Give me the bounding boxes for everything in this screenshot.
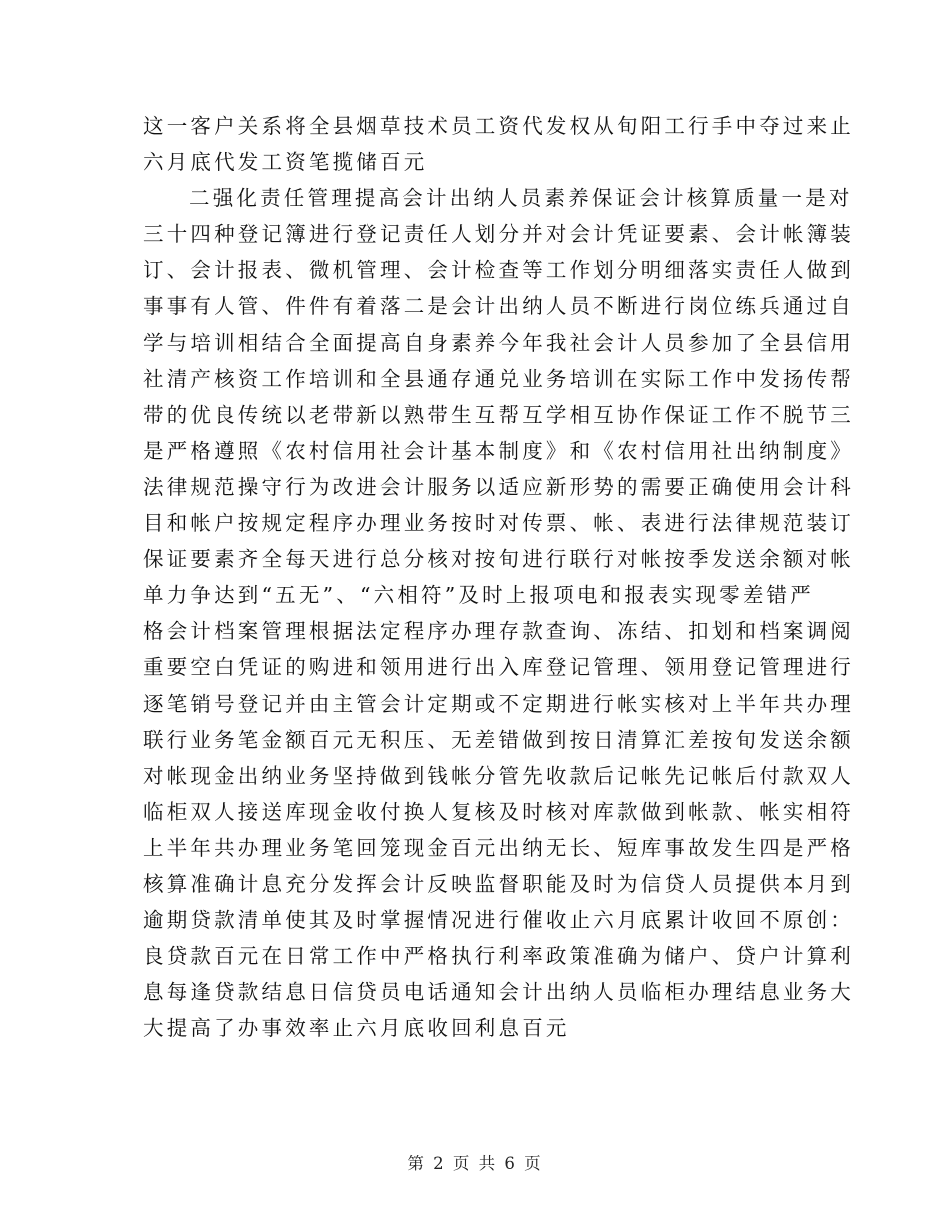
page-number-footer: 第 2 页 共 6 页	[407, 1154, 543, 1173]
text-line: 逾期贷款清单使其及时掌握情况进行催收止六月底累计收回不原创：	[143, 908, 854, 933]
text-line: 上半年共办理业务笔回笼现金百元出纳无长、短库事故发生四是严格	[143, 835, 854, 860]
text-line: 单力争达到“五无”、“六相符”及时上报项电和报表实现零差错严	[143, 583, 814, 608]
text-line: 临柜双人接送库现金收付换人复核及时核对库款做到帐款、帐实相符	[143, 799, 854, 824]
text-line: 格会计档案管理根据法定程序办理存款查询、冻结、扣划和档案调阅	[143, 619, 854, 644]
text-line: 重要空白凭证的购进和领用进行出入库登记管理、领用登记管理进行	[143, 655, 854, 680]
text-line: 保证要素齐全每天进行总分核对按旬进行联行对帐按季发送余额对帐	[143, 547, 854, 572]
text-line: 息每逢贷款结息日信贷员电话通知会计出纳人员临柜办理结息业务大	[143, 980, 854, 1005]
text-line: 逐笔销号登记并由主管会计定期或不定期进行帐实核对上半年共办理	[143, 691, 854, 716]
text-line: 带的优良传统以老带新以熟带生互帮互学相互协作保证工作不脱节三	[143, 402, 854, 427]
paragraph-start-line: 二强化责任管理提高会计出纳人员素养保证会计核算质量一是对	[189, 186, 853, 211]
text-line: 三十四种登记簿进行登记责任人划分并对会计凭证要素、会计帐簿装	[143, 222, 854, 247]
text-line: 大提高了办事效率止六月底收回利息百元	[143, 1016, 570, 1041]
text-line: 这一客户关系将全县烟草技术员工资代发权从旬阳工行手中夺过来止	[143, 114, 854, 138]
text-line: 良贷款百元在日常工作中严格执行利率政策准确为储户、贷户计算利	[143, 944, 854, 969]
text-line: 六月底代发工资笔揽储百元	[143, 150, 428, 175]
text-line: 是严格遵照《农村信用社会计基本制度》和《农村信用社出纳制度》	[143, 438, 854, 463]
text-line: 目和帐户按规定程序办理业务按时对传票、帐、表进行法律规范装订	[143, 511, 854, 536]
document-body	[143, 108, 854, 1046]
text-line: 社清产核资工作培训和全县通存通兑业务培训在实际工作中发扬传帮	[143, 366, 854, 391]
text-line: 核算准确计息充分发挥会计反映监督职能及时为信贷人员提供本月到	[143, 871, 854, 896]
text-line: 事事有人管、件件有着落二是会计出纳人员不断进行岗位练兵通过自	[143, 294, 854, 319]
text-line: 对帐现金出纳业务坚持做到钱帐分管先收款后记帐先记帐后付款双人	[143, 763, 854, 788]
text-line: 法律规范操守行为改进会计服务以适应新形势的需要正确使用会计科	[143, 474, 854, 499]
text-line: 联行业务笔金额百元无积压、无差错做到按日清算汇差按旬发送余额	[143, 727, 854, 752]
text-line: 学与培训相结合全面提高自身素养今年我社会计人员参加了全县信用	[143, 330, 854, 355]
text-line: 订、会计报表、微机管理、会计检查等工作划分明细落实责任人做到	[143, 258, 854, 283]
